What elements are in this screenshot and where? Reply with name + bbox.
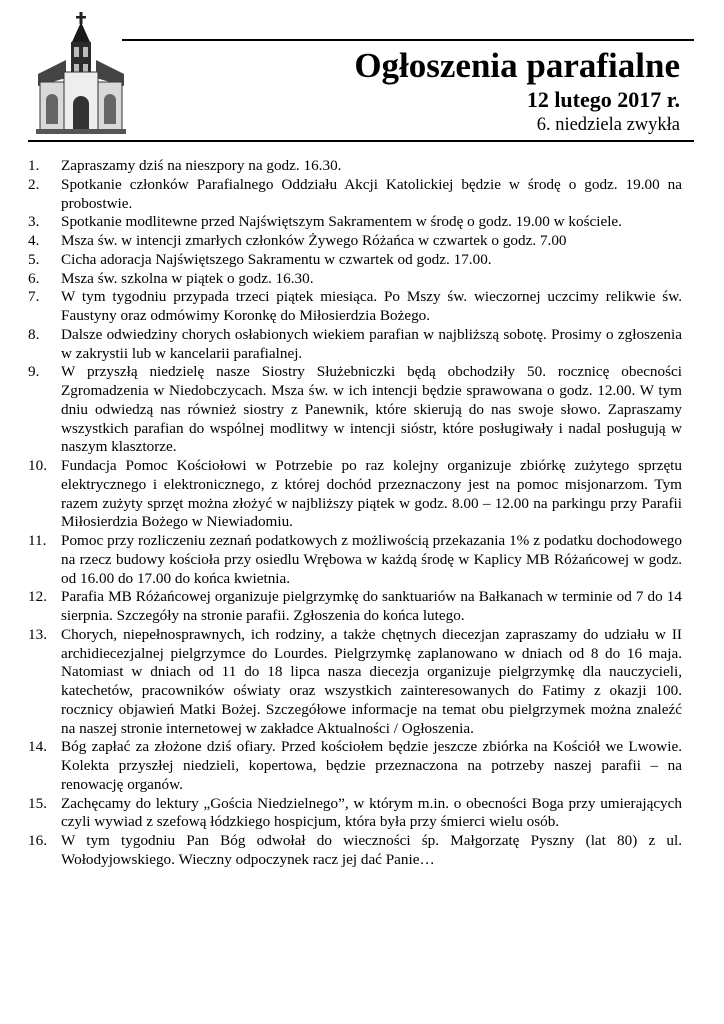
- list-item: [28, 157, 682, 176]
- list-item: [28, 588, 682, 626]
- item-number: 2.: [28, 175, 40, 193]
- list-item: [28, 532, 682, 588]
- list-item: [28, 232, 682, 251]
- item-text: Parafia MB Różańcowej organizuje pielgrzymkę do sanktuariów na Bałkanach w terminie od 7 do 14 sierpnia. Szczegóły na stronie parafii. Zgłoszenia do końca lutego.: [61, 588, 682, 624]
- item-number: 14.: [28, 738, 47, 756]
- list-item: [28, 363, 682, 457]
- church-icon: [36, 12, 126, 134]
- item-number: 1.: [28, 157, 40, 174]
- header-top-rule: [122, 39, 694, 41]
- item-number: 12.: [28, 588, 47, 606]
- header-bottom-rule: [28, 140, 694, 142]
- item-number: 4.: [28, 232, 40, 249]
- item-text: Cicha adoracja Najświętszego Sakramentu w czwartek od godz. 17.00.: [61, 250, 492, 268]
- bulletin-date: 12 lutego 2017 r.: [526, 87, 680, 112]
- item-number: 13.: [28, 625, 47, 643]
- item-text: W tym tygodniu przypada trzeci piątek miesiąca. Po Mszy św. wieczornej uczcimy relikwie św. Faustyny oraz odmówimy Koronkę do Miłosierdzia Bożego.: [61, 288, 682, 324]
- list-item: [28, 213, 682, 232]
- item-text: Dalsze odwiedziny chorych osłabionych wiekiem parafian w najbliższą sobotę. Prosimy o zgłoszenia w zakrystii lub w kancelarii parafialnej.: [61, 325, 682, 362]
- item-number: 5.: [28, 250, 40, 268]
- item-text: Zapraszamy dziś na nieszpory na godz. 16.30.: [61, 157, 342, 174]
- announcement-list: [28, 157, 682, 870]
- page-title: Ogłoszenia parafialne: [354, 46, 680, 85]
- item-text: W tym tygodniu Pan Bóg odwołał do wieczności śp. Małgorzatę Pyszny (lat 80) z ul. Wołodyjowskiego. Wieczny odpoczynek racz jej dać Panie…: [61, 832, 682, 868]
- item-number: 8.: [28, 325, 40, 343]
- item-number: 3.: [28, 213, 40, 231]
- list-item: [28, 270, 682, 289]
- list-item: [28, 251, 682, 270]
- list-item: [28, 795, 682, 833]
- list-item: [28, 326, 682, 364]
- item-text: Msza św. szkolna w piątek o godz. 16.30.: [61, 269, 314, 287]
- item-text: Fundacja Pomoc Kościołowi w Potrzebie po raz kolejny organizuje zbiórkę zużytego sprzętu elektrycznego i elektronicznego, z której dochód przeznaczony jest na pomoc misjonarzom. Tym razem zużyty sprzęt można złożyć w najbliższy piątek w godz. 8.00 – 12.00 na parkingu przy Parafii Miłosierdzia Bożego w Niewiadomiu.: [61, 457, 682, 531]
- list-item: [28, 626, 682, 739]
- item-text: Bóg zapłać za złożone dziś ofiary. Przed kościołem będzie jeszcze zbiórka na Kościół we Lwowie. Kolekta przyszłej niedzieli, kopertowa, będzie przeznaczona na potrzeby naszej parafii – na renowację organów.: [61, 738, 682, 793]
- item-number: 11.: [28, 532, 47, 549]
- item-text: Chorych, niepełnosprawnych, ich rodziny, a także chętnych diecezjan zapraszamy do udziału w II archidiecezjalnej pielgrzymce do Lourdes. Pielgrzymkę zaplanowano w dniach od 8 do 16 maja. Natomiast w dniach od 11 do 18 lipca nasza diecezja organizuje pielgrzymkę dla nauczycieli, katechetów, pracowników oświaty oraz wszystkich zainteresowanych do Fatimy z okazji 100. rocznicy objawień Matki Bożej. Szczegółowe informacje na temat obu pielgrzymek można znaleźć na naszej stronie internetowej w zakładce Aktualności / Ogłoszenia.: [61, 625, 682, 737]
- list-item: [28, 176, 682, 214]
- item-number: 16.: [28, 832, 47, 849]
- list-item: [28, 288, 682, 326]
- item-number: 9.: [28, 363, 40, 381]
- item-text: Pomoc przy rozliczeniu zeznań podatkowych z możliwością przekazania 1% z podatku dochodowego na rzecz budowy kościoła przy osiedlu Wrębowa w każdą środę w Kaplicy MB Różańcowej w godz. od 16.00 do 17.00 do końca kwietnia.: [61, 532, 682, 587]
- liturgical-sunday: 6. niedziela zwykła: [536, 115, 680, 135]
- item-text: Zachęcamy do lektury „Gościa Niedzielnego”, w którym m.in. o obecności Boga przy umierających czyli wywiad z szefową łódzkiego hospicjum, która była przy śmierci wielu osób.: [61, 794, 682, 831]
- item-number: 10.: [28, 457, 47, 474]
- item-text: W przyszłą niedzielę nasze Siostry Służebniczki będą obchodziły 50. rocznicę obecności Zgromadzenia w Niedobczycach. Msza św. w ich intencji będzie sprawowana o godz. 12.00. W tym dniu odwiedzą nas również siostry z Panewnik, które skierują do nas swoje słowo. Zapraszamy wszystkich parafian do wspólnej modlitwy w intencji sióstr, które posługiwały i nadal posługują w naszym klasztorze.: [61, 363, 682, 456]
- item-text: Msza św. w intencji zmarłych członków Żywego Różańca w czwartek o godz. 7.00: [61, 232, 567, 249]
- list-item: [28, 457, 682, 532]
- item-number: 6.: [28, 269, 40, 287]
- list-item: [28, 738, 682, 794]
- list-item: [28, 832, 682, 870]
- item-number: 7.: [28, 288, 40, 306]
- item-text: Spotkanie członków Parafialnego Oddziału Akcji Katolickiej będzie w środę o godz. 19.00 na probostwie.: [61, 175, 682, 212]
- item-number: 15.: [28, 794, 47, 812]
- item-text: Spotkanie modlitewne przed Najświętszym Sakramentem w środę o godz. 19.00 w kościele.: [61, 213, 622, 231]
